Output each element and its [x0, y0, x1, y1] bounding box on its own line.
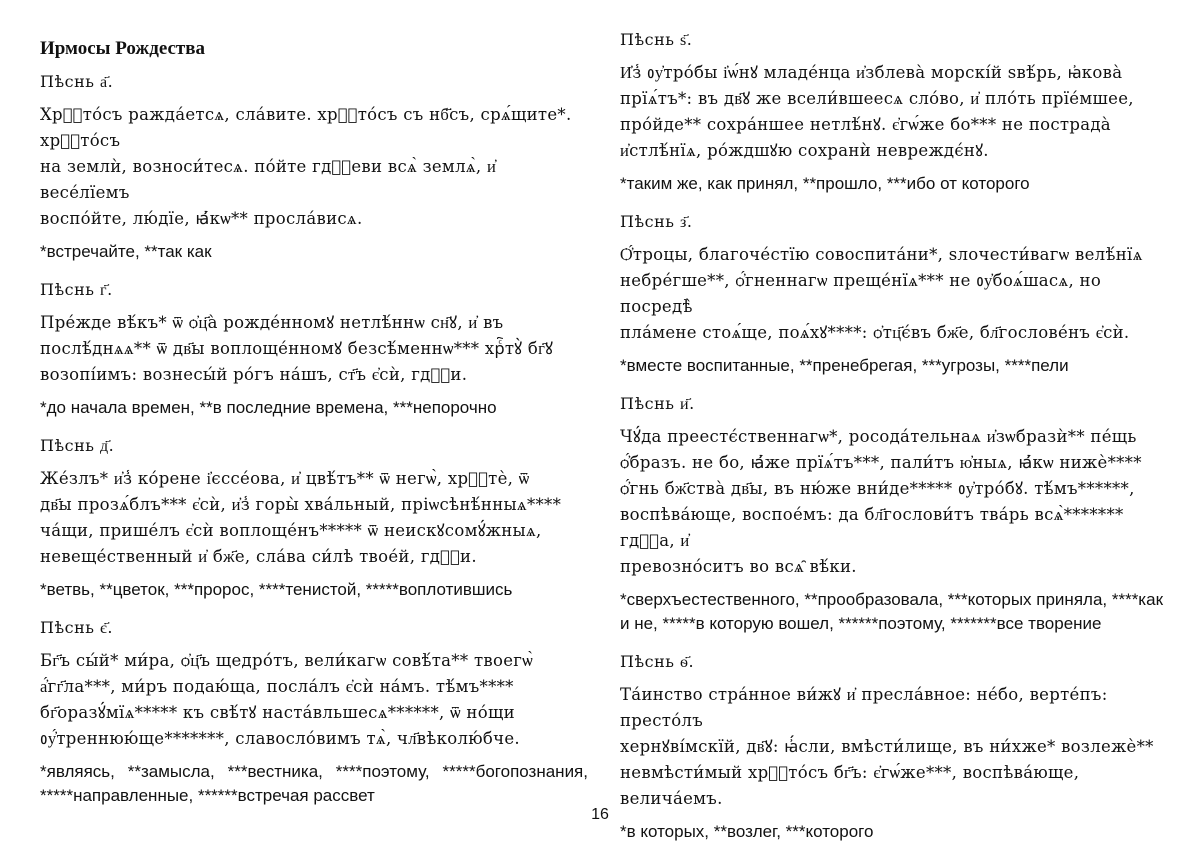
ode-1-section	[40, 72, 588, 264]
ode-4-section	[40, 436, 588, 602]
page-number: 16	[591, 806, 609, 823]
verse-line: Хрⷭ҇то́съ ражда́етсѧ, сла́вите. хрⷭ҇то́съ съ нб҃съ, срѧ́щите*. хрⷭ҇то́съ	[40, 105, 572, 150]
verse-line: возопі́имъ: вознесы́й ро́гъ на́шъ, ст҃ъ є҆сѝ, гдⷭ҇и.	[40, 365, 468, 384]
verse-line: пла́мене стоѧ́ще, поѧ́хꙋ****: ѻ҆тц҃є́въ бж҃е, бл҃гослове́нъ є҆сѝ.	[620, 323, 1130, 342]
verse-line: хернꙋві́мскїй, дв҃ꙋ: ꙗ҆́сли, вмѣсти́лище, въ ни́хже* возлежѐ**	[620, 737, 1154, 756]
ode-verse	[40, 466, 588, 570]
verse-line: бг҃оразꙋ́мїѧ***** къ свѣ́тꙋ наста́вльшесѧ******, ѿ но́щи	[40, 703, 515, 722]
verse-line: Та́инство стра́нное ви́жꙋ и҆ пресла́вное: не́бо, верте́пъ: престо́лъ	[620, 685, 1108, 730]
ode-verse	[40, 648, 588, 752]
verse-line: Чꙋ́да преестє́ственнагѡ*, росода́тельнаѧ и҆зѡбразѝ** пе́щь	[620, 427, 1137, 446]
verse-line: невеще́ственный и҆ бж҃е, сла́ва си́лѣ твое́й, гдⷭ҇и.	[40, 547, 477, 566]
right-column	[620, 30, 1168, 860]
verse-line: дв҃ы прозѧ́блъ*** є҆сѝ, и҆з̾ горы̀ хва́льный, пріѡсѣнѣ́нныѧ****	[40, 495, 562, 514]
verse-line: ча́щи, прише́лъ є҆сѝ воплоще́нъ***** ѿ неискꙋсомꙋ́жныѧ,	[40, 521, 542, 540]
verse-line: ѻ҆́бразъ. не бо, ꙗ҆́же прїѧ́тъ***, пали́тъ ю҆ныѧ, ꙗ҆́кѡ нижѐ****	[620, 453, 1142, 472]
ode-5-section	[40, 618, 588, 808]
ode-verse	[620, 424, 1168, 580]
ode-title: Пѣснь г҃.	[40, 280, 113, 299]
ode-gloss: *в которых, **возлег, ***которого	[620, 822, 874, 841]
verse-line: про́йде** сохра́ншее нетлѣ́нꙋ. є҆гѡ́же бо*** не пострада̀	[620, 115, 1111, 134]
verse-line: а҆́гг҃ла***, ми́ръ подаю́ща, посла́лъ є҆сѝ на́мъ. тѣ́мъ****	[40, 677, 514, 696]
ode-gloss: *встречайте, **так как	[40, 242, 212, 261]
verse-line: и҆стлѣ́нїѧ, ро́ждшꙋю сохранѝ невреждє́нꙋ.	[620, 141, 989, 160]
ode-6-section	[620, 30, 1168, 196]
verse-line: ᲂу҆́треннюю́ще*******, славосло́вимъ тѧ̀, чл҃вѣколю́бче.	[40, 729, 520, 748]
ode-gloss: *до начала времен, **в последние времена, ***непорочно	[40, 398, 497, 417]
ode-title: Пѣснь з҃.	[620, 212, 693, 231]
ode-gloss: *сверхъестественного, **прообразовала, ***которых приняла, ****как и не, *****в которую вошел, ******поэтому, *******все творение	[620, 590, 1164, 633]
ode-7-section	[620, 212, 1168, 378]
ode-title: Пѣснь ѳ҃.	[620, 652, 695, 671]
ode-gloss: *таким же, как принял, **прошло, ***ибо от которого	[620, 174, 1030, 193]
verse-line: небре́гше**, ѻ҆́гненнагѡ преще́нїѧ*** не ᲂу҆боѧ́шасѧ, но посредѣ̀	[620, 271, 1102, 316]
ode-verse	[40, 102, 588, 232]
ode-gloss: *вместе воспитанные, **пренебрегая, ***угрозы, ****пели	[620, 356, 1069, 375]
verse-line: превозно́ситъ во всѧ̑ вѣ́ки.	[620, 557, 857, 576]
ode-verse	[620, 242, 1168, 346]
ode-title: Пѣснь ѕ҃.	[620, 30, 693, 49]
page-heading: Ирмосы Рождества	[40, 38, 206, 59]
verse-line: Ѻ҆́троцы, благоче́стїю совоспита́ни*, ѕлочести́вагѡ велѣ́нїѧ	[620, 245, 1143, 264]
verse-line: воспо́йте, лю́дїе, ꙗ҆́кѡ** просла́висѧ.	[40, 209, 363, 228]
verse-line: воспѣва́юще, воспое́мъ: да бл҃гослови́тъ тва́рь всѧ̀******* гдⷭ҇а, и҆	[620, 505, 1124, 550]
verse-line: прїѧ́тъ*: въ дв҃ꙋ же всели́вшеесѧ сло́во, и҆ пло́ть прїе́мшее,	[620, 89, 1134, 108]
ode-title: Пѣснь а҃.	[40, 72, 114, 91]
verse-line: ѻ҆́гнь бж҃ства̀ дв҃ы, въ ню́же вни́де***** ᲂу҆тро́бꙋ. тѣ́мъ******,	[620, 479, 1135, 498]
verse-line: Пре́жде вѣ́къ* ѿ ѻ҆ц҃а̀ рожде́нномꙋ нетлѣ́ннѡ сн҃ꙋ, и҆ въ	[40, 313, 504, 332]
ode-gloss: *являясь, **замысла, ***вестника, ****поэтому, *****богопознания, *****направленные, ******встречая рассвет	[40, 762, 588, 805]
ode-title: Пѣснь д҃.	[40, 436, 115, 455]
ode-verse	[620, 682, 1168, 812]
verse-line: послѣ́днѧѧ** ѿ дв҃ы воплоще́нномꙋ безсѣ́меннѡ*** хрⷭ҇тꙋ̀ бг҃ꙋ	[40, 339, 554, 358]
ode-verse	[620, 60, 1168, 164]
verse-line: на землѝ, возноси́тесѧ. по́йте гдⷭ҇еви всѧ̀ землѧ̀, и҆ весе́лїемъ	[40, 157, 497, 202]
ode-title: Пѣснь є҃.	[40, 618, 113, 637]
ode-verse	[40, 310, 588, 388]
ode-8-section	[620, 394, 1168, 636]
ode-gloss: *ветвь, **цветок, ***пророс, ****тенистой, *****воплотившись	[40, 580, 513, 599]
left-column	[40, 30, 588, 824]
verse-line: невмѣсти́мый хрⷭ҇то́съ бг҃ъ: є҆гѡ́же***, воспѣва́юще, велича́емъ.	[620, 763, 1080, 808]
ode-3-section	[40, 280, 588, 420]
verse-line: Бг҃ъ сы́й* ми́ра, ѻ҆ц҃ъ щедро́тъ, вели́кагѡ совѣ́та** твоегѡ̀	[40, 651, 533, 670]
verse-line: И҆з̾ ᲂу҆тро́бы і҆ѡ́нꙋ младе́нца и҆зблева̀ морскі́й ѕвѣ́рь, ꙗ҆кова̀	[620, 63, 1123, 82]
verse-line: Же́злъ* и҆з̾ ко́рене і҆єссе́ова, и҆ цвѣ́тъ** ѿ негѡ̀, хрⷭ҇тѐ, ѿ	[40, 469, 530, 488]
ode-title: Пѣснь и҃.	[620, 394, 695, 413]
